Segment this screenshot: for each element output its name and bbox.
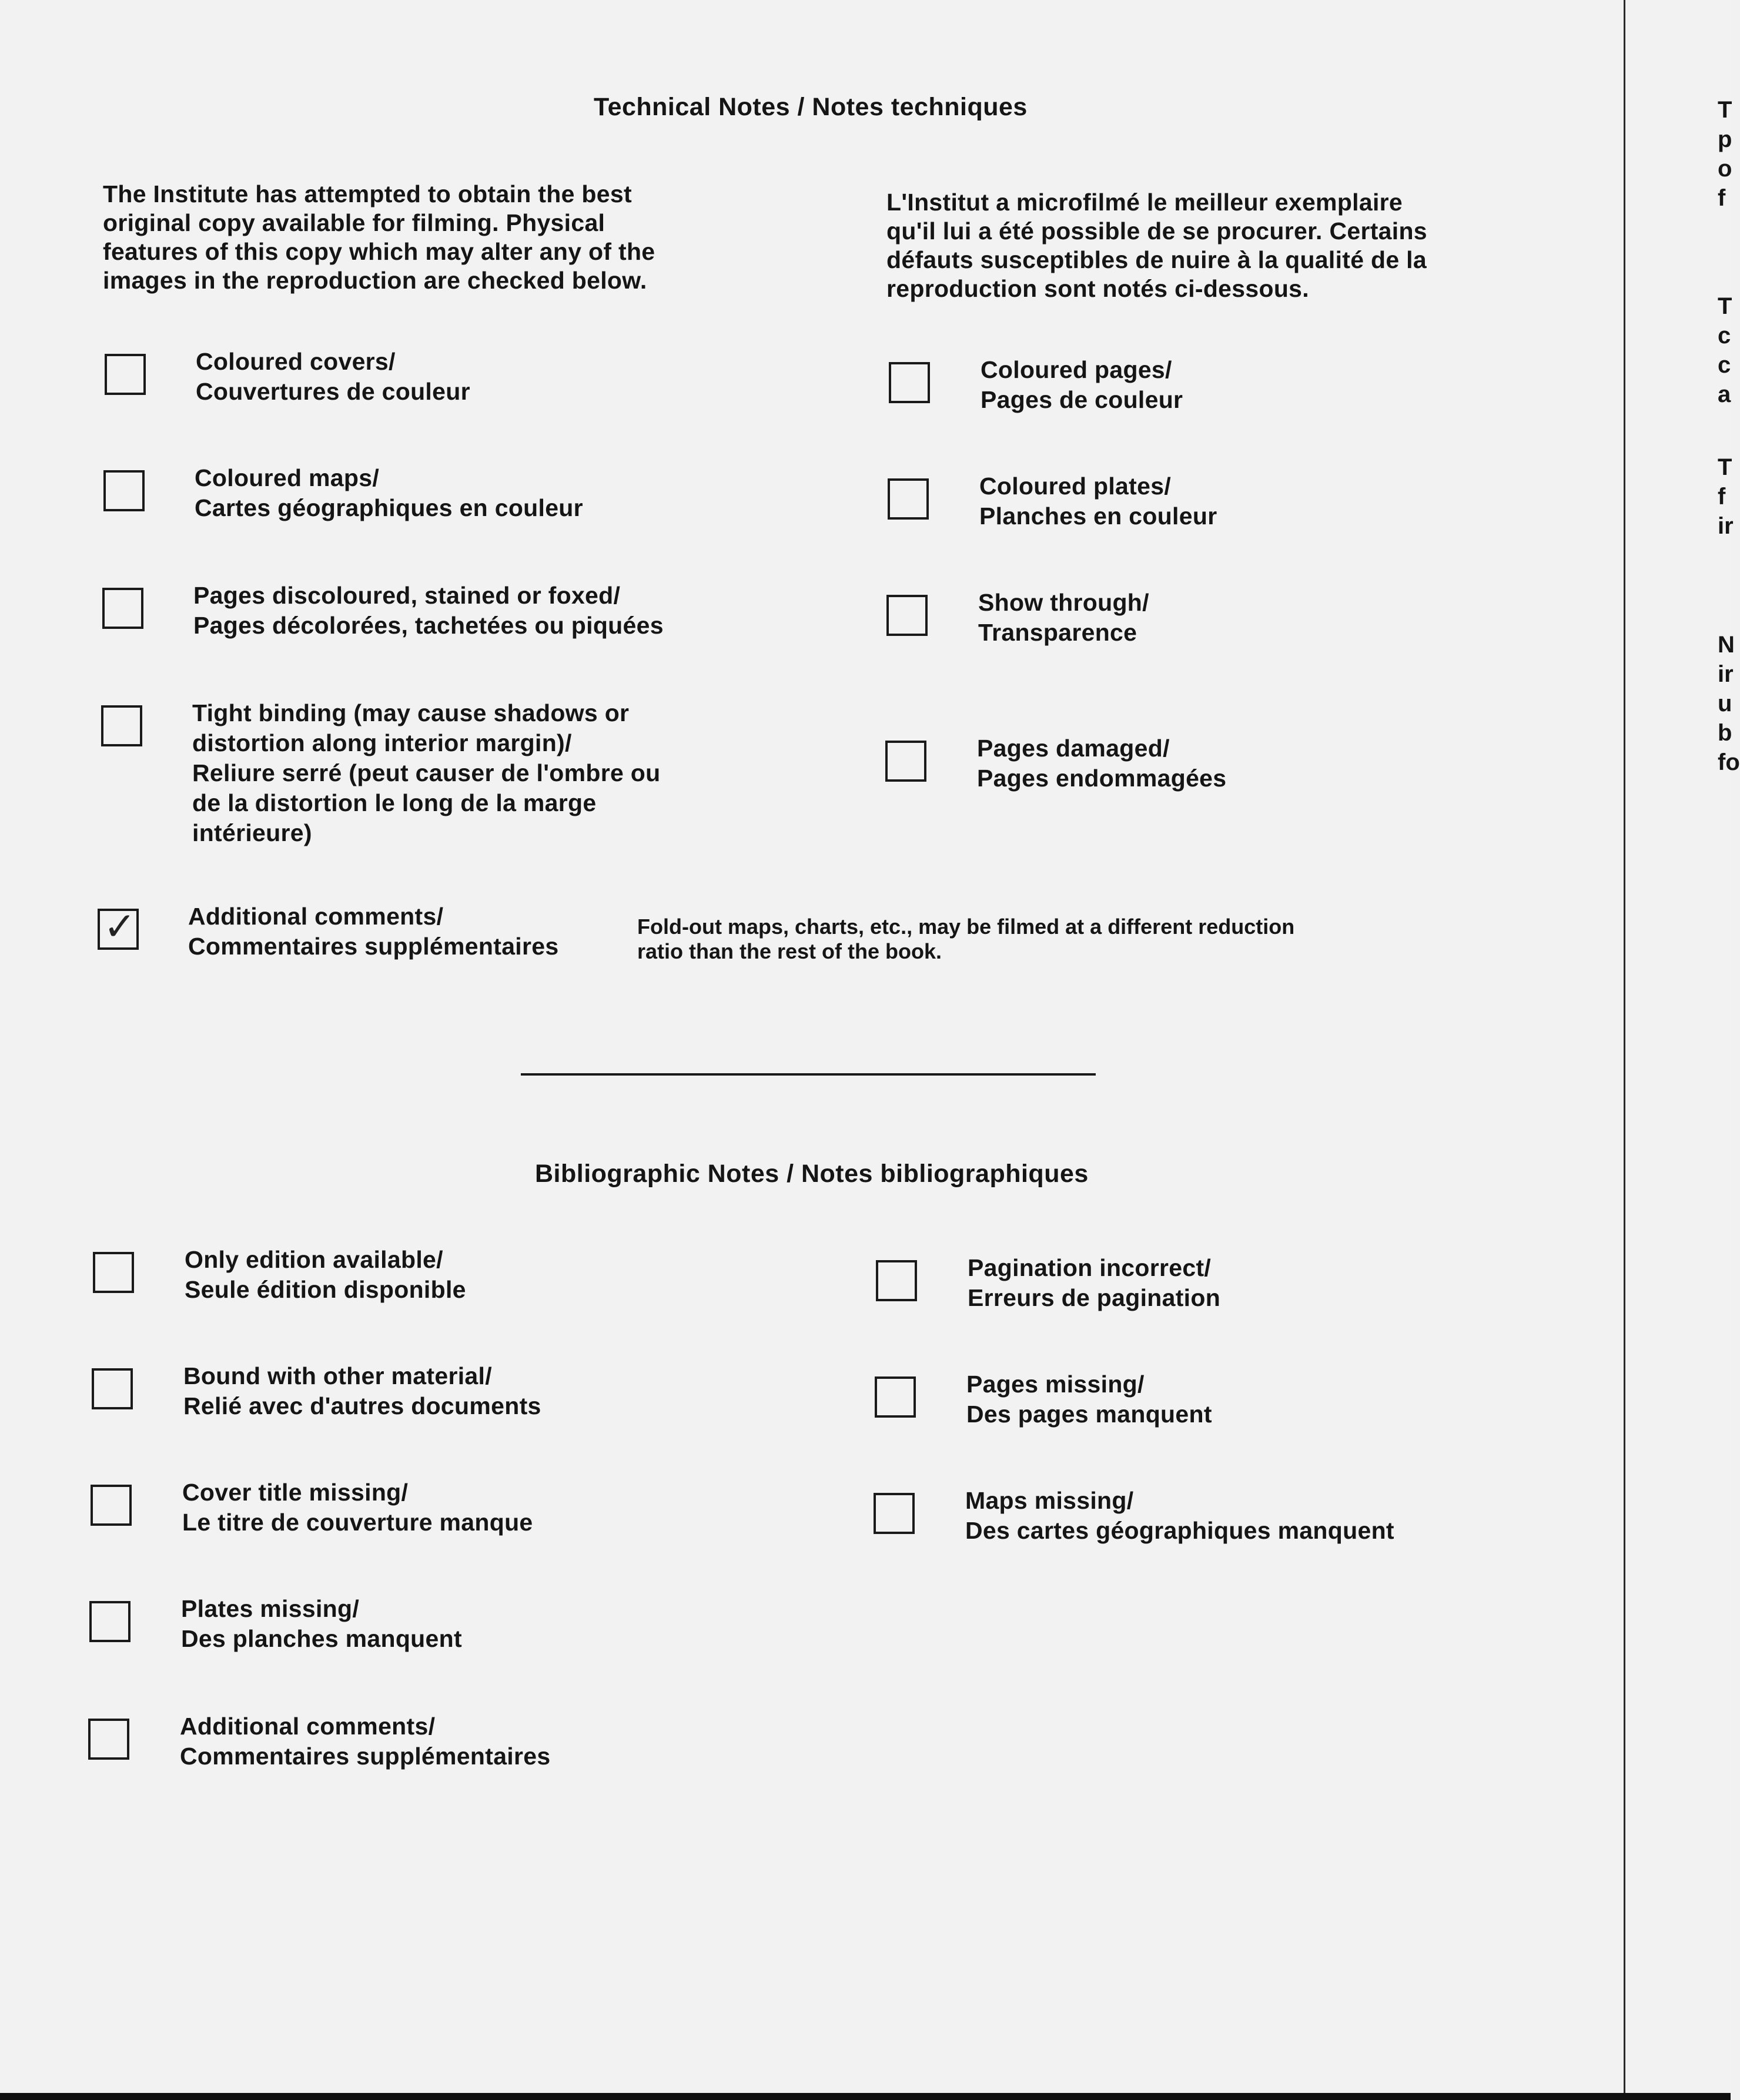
- label-line-fr: Pages endommagées: [977, 765, 1227, 792]
- checkbox-coloured-maps[interactable]: [103, 470, 145, 511]
- next-page-fragment: N: [1718, 632, 1735, 658]
- item-label: [192, 698, 660, 848]
- label-line-en: Cover title missing/: [182, 1479, 409, 1506]
- label-line-fr: Des pages manquent: [966, 1401, 1212, 1428]
- checkbox-pages-missing[interactable]: [875, 1376, 916, 1418]
- item-label: [195, 463, 583, 523]
- label-line-en: Maps missing/: [965, 1487, 1134, 1514]
- intro-french-line: L'Institut a microfilmé le meilleur exemplaire: [886, 189, 1403, 216]
- intro-french: [886, 188, 1427, 303]
- item-label: [965, 1486, 1394, 1546]
- label-line-fr: Pages de couleur: [981, 386, 1183, 413]
- bibliographic-notes-heading: Bibliographic Notes / Notes bibliographiques: [535, 1160, 1089, 1188]
- item-label: [182, 1478, 533, 1538]
- checkbox-pagination-incorrect[interactable]: [876, 1260, 917, 1301]
- label-line-en: Coloured covers/: [196, 348, 396, 375]
- next-page-fragment: ir: [1718, 661, 1734, 687]
- scan-bottom-edge: [0, 2093, 1731, 2100]
- page-edge-line: [1624, 0, 1625, 2100]
- label-line-en: Coloured pages/: [981, 356, 1172, 383]
- label-line: distortion along interior margin)/: [192, 729, 572, 756]
- checkbox-cover-title-missing[interactable]: [91, 1485, 132, 1526]
- checkbox-pages-discoloured[interactable]: [102, 588, 143, 629]
- item-label: [977, 734, 1226, 793]
- next-page-fragment: ir: [1718, 513, 1734, 539]
- next-page-fragment: c: [1718, 352, 1731, 378]
- label-line-fr: Des cartes géographiques manquent: [965, 1517, 1394, 1544]
- label-line-fr: Le titre de couverture manque: [182, 1509, 533, 1536]
- checkbox-coloured-pages[interactable]: [889, 362, 930, 403]
- label-line-en: Show through/: [978, 589, 1149, 616]
- next-page-fragment: f: [1718, 484, 1726, 510]
- checkbox-coloured-covers[interactable]: [105, 354, 146, 395]
- next-page-fragment: f: [1718, 185, 1726, 211]
- item-label: [188, 902, 558, 962]
- label-line-fr: Transparence: [978, 619, 1137, 646]
- checkbox-plates-missing[interactable]: [89, 1601, 130, 1642]
- item-label: [196, 347, 470, 407]
- comment-line: Fold-out maps, charts, etc., may be filmed at a different reduction: [637, 915, 1295, 939]
- item-label: [181, 1594, 462, 1654]
- label-line: de la distortion le long de la marge: [192, 789, 597, 816]
- label-line-fr: Commentaires supplémentaires: [188, 933, 559, 960]
- label-line-en: Additional comments/: [180, 1713, 436, 1740]
- label-line-en: Plates missing/: [181, 1595, 360, 1622]
- intro-french-line: défauts susceptibles de nuire à la qualité de la: [886, 246, 1427, 273]
- label-line-fr: Erreurs de pagination: [968, 1284, 1221, 1311]
- label-line-fr: Planches en couleur: [979, 503, 1217, 530]
- next-page-fragment: o: [1718, 156, 1732, 182]
- comment-line: ratio than the rest of the book.: [637, 939, 942, 963]
- label-line-en: Pages damaged/: [977, 735, 1170, 762]
- checkbox-additional-comments-bibliographic[interactable]: [88, 1719, 129, 1760]
- item-label: [180, 1712, 550, 1771]
- label-line: intérieure): [192, 819, 312, 846]
- intro-english-line: original copy available for filming. Physical: [103, 209, 605, 236]
- next-page-fragment: T: [1718, 97, 1732, 123]
- label-line-fr: Couvertures de couleur: [196, 378, 470, 405]
- additional-comment-text: [637, 915, 1294, 964]
- item-label: [966, 1369, 1212, 1429]
- intro-english: [103, 180, 655, 295]
- item-label: [979, 471, 1217, 531]
- label-line-fr: Pages décolorées, tachetées ou piquées: [193, 612, 664, 639]
- label-line-en: Pages discoloured, stained or foxed/: [193, 582, 621, 609]
- label-line-en: Coloured maps/: [195, 464, 380, 491]
- label-line-fr: Cartes géographiques en couleur: [195, 494, 583, 521]
- item-label: [981, 355, 1183, 415]
- item-label: [185, 1245, 466, 1305]
- checkbox-bound-with-other[interactable]: [92, 1368, 133, 1409]
- label-line-fr: Commentaires supplémentaires: [180, 1743, 551, 1770]
- next-page-fragment: a: [1718, 381, 1731, 407]
- checkmark-icon: ✓: [103, 904, 136, 949]
- checkbox-tight-binding[interactable]: [101, 705, 142, 746]
- label-line-fr: Seule édition disponible: [185, 1276, 466, 1303]
- label-line: Reliure serré (peut causer de l'ombre ou: [192, 759, 661, 786]
- label-line: Tight binding (may cause shadows or: [192, 699, 630, 726]
- next-page-fragment: T: [1718, 454, 1732, 480]
- next-page-fragment: u: [1718, 691, 1732, 716]
- label-line-en: Pages missing/: [966, 1371, 1145, 1398]
- label-line-fr: Relié avec d'autres documents: [183, 1392, 541, 1419]
- next-page-fragment: p: [1718, 126, 1732, 152]
- next-page-fragment: b: [1718, 720, 1732, 746]
- label-line-en: Pagination incorrect/: [968, 1254, 1212, 1281]
- item-label: [183, 1361, 541, 1421]
- label-line-en: Additional comments/: [188, 903, 444, 930]
- label-line-en: Coloured plates/: [979, 473, 1172, 500]
- checkbox-maps-missing[interactable]: [874, 1493, 915, 1534]
- checkbox-pages-damaged[interactable]: [885, 741, 926, 782]
- label-line-en: Only edition available/: [185, 1246, 443, 1273]
- label-line-fr: Des planches manquent: [181, 1625, 462, 1652]
- intro-french-line: reproduction sont notés ci-dessous.: [886, 275, 1309, 302]
- next-page-fragment: T: [1718, 293, 1732, 319]
- intro-english-line: images in the reproduction are checked below.: [103, 267, 647, 294]
- next-page-fragment: c: [1718, 323, 1731, 349]
- technical-notes-heading: Technical Notes / Notes techniques: [594, 93, 1028, 121]
- intro-english-line: features of this copy which may alter any of the: [103, 238, 655, 265]
- item-label: [193, 581, 664, 641]
- intro-english-line: The Institute has attempted to obtain the best: [103, 180, 632, 207]
- intro-french-line: qu'il lui a été possible de se procurer. Certains: [886, 217, 1427, 245]
- item-label: [978, 588, 1149, 648]
- next-page-fragment: fo: [1718, 749, 1740, 775]
- checkbox-additional-comments-technical[interactable]: [98, 904, 139, 950]
- section-divider: [521, 1073, 1096, 1076]
- checkbox-coloured-plates[interactable]: [888, 478, 929, 520]
- checkbox-only-edition[interactable]: [93, 1252, 134, 1293]
- checkbox-show-through[interactable]: [886, 595, 928, 636]
- label-line-en: Bound with other material/: [183, 1362, 492, 1389]
- item-label: [968, 1253, 1220, 1313]
